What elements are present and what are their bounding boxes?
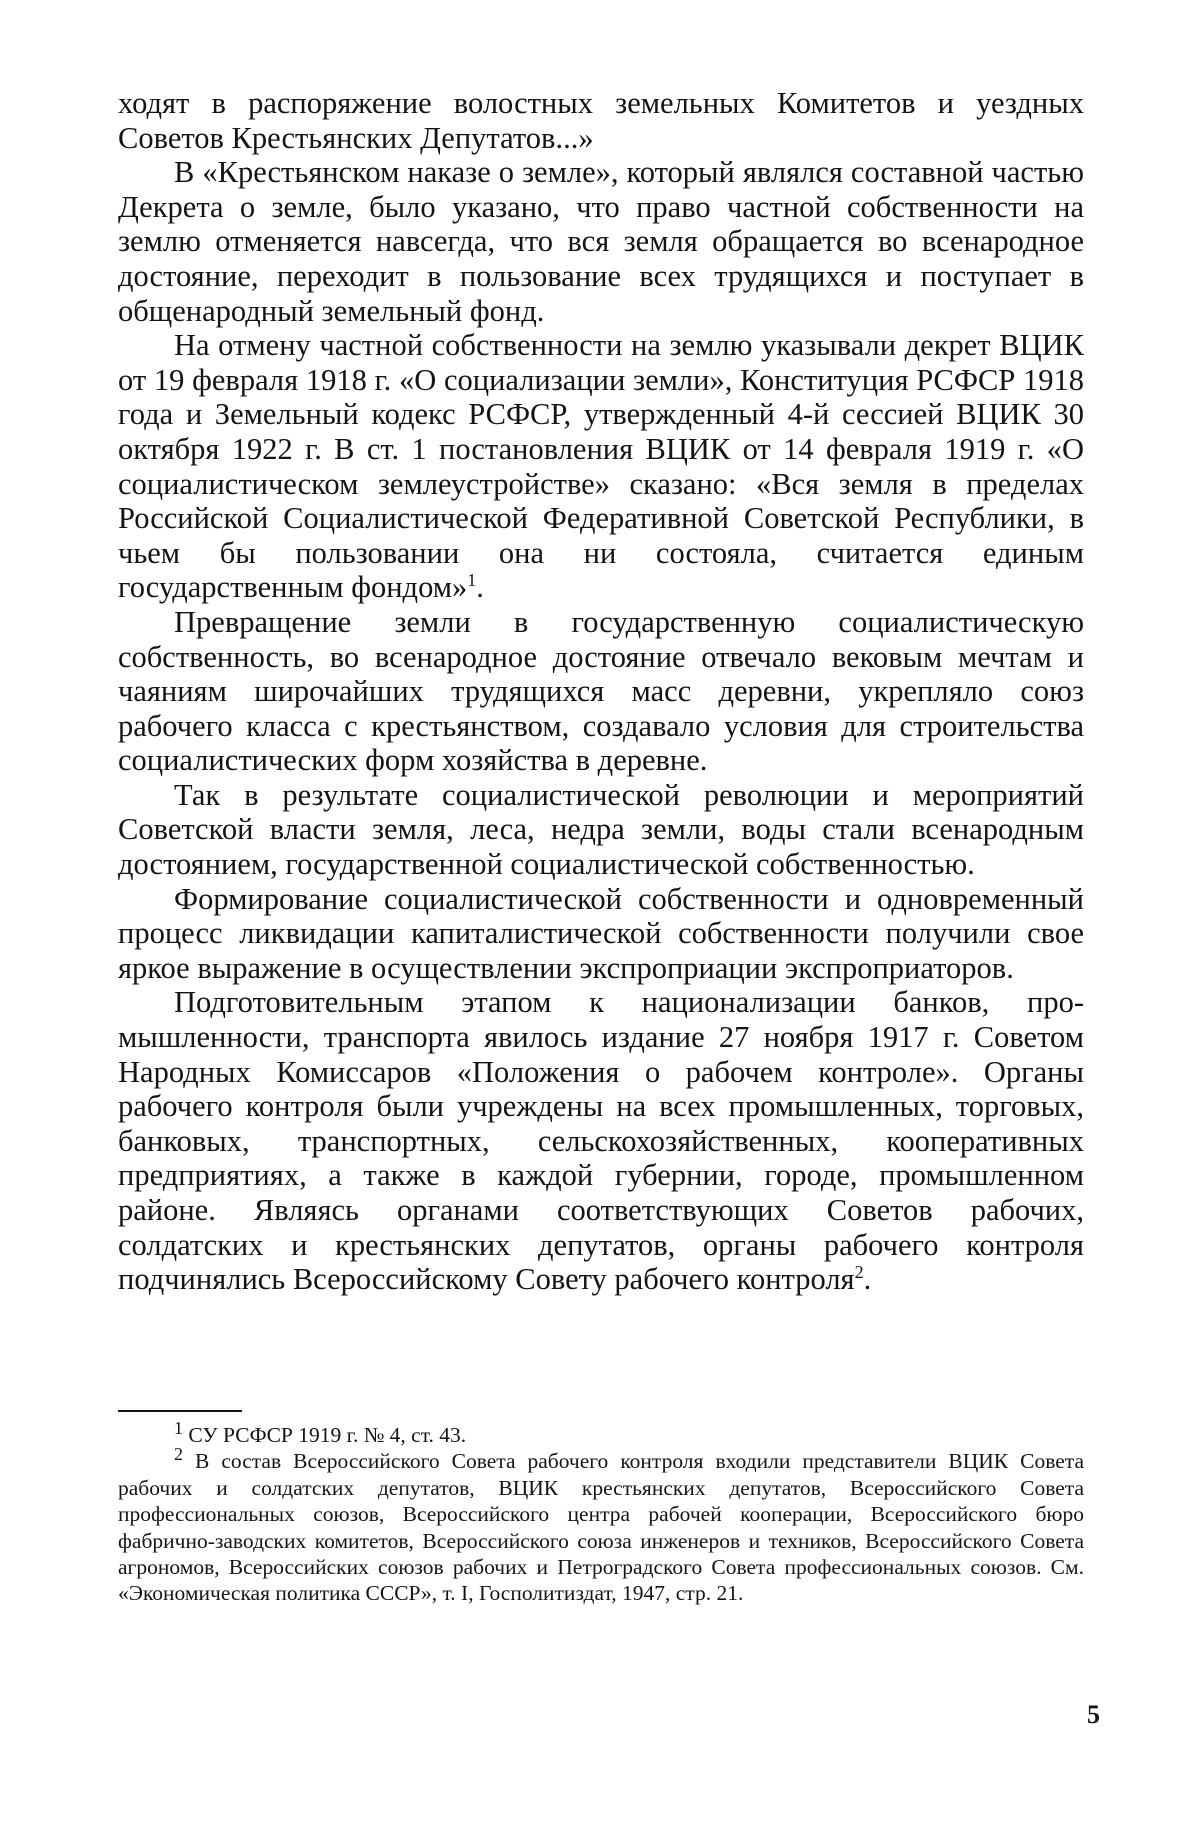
footnote-divider (118, 1410, 242, 1412)
page-body (118, 86, 1084, 1297)
paragraph-text: На отмену частной собственности на землю указывали декрет ВЦИК от 19 февраля 1918 г. «О социализации земли», Конституция РСФСР 1918 года и Земельный кодекс РСФСР, утвержденный 4-й сессией ВЦИК 30 октября 1922 г. В ст. 1 постановления ВЦИК от 14 февраля 1919 г. «О социалистическом землеустройстве» сказано: «Вся земля в пределах Российской Социалистической Федеративной Советской Республики, в чьем бы пользовании она ни состояла, считается единым государственным фондом» (118, 328, 1084, 605)
paragraph: В «Крестьянском наказе о земле», который являлся составной частью Декрета о земле, было указано, что право частной собственности на землю отменяется навсегда, что вся земля обращается во всенародное достояние, переходит в пользование всех трудящихся и поступает в общенародный земельный фонд. (118, 155, 1084, 328)
paragraph: Формирование социалистической собственности и одновременный процесс ликвидации капиталистической собственности получили свое яркое выражение в осуществлении экспроприации экспроприаторов. (118, 881, 1084, 985)
paragraph (118, 328, 1084, 605)
paragraph: Так в результате социалистической революции и мероприятий Советской власти земля, леса, недра земли, воды стали всенародным достоянием, государственной социалистической собственностью. (118, 777, 1084, 882)
footnote-text: В состав Всероссийского Совета рабочего контроля входили представители ВЦИК Совета рабочих и солдатских депутатов, ВЦИК крестьянских депутатов, Всероссийского Совета профессиональных союзов, Всероссийского центра рабочей кооперации, Всероссийского бюро фабрично-заводских комитетов, Всероссийского союза инженеров и техников, Всероссийского Совета агрономов, Всероссийских союзов рабочих и Петроградского Совета профессиональных союзов. См. «Экономическая политика СССР», т. I, Госполитиздат, 1947, стр. 21. (118, 1449, 1084, 1606)
footnote-marker: 2 (174, 1444, 183, 1465)
footnotes (118, 1417, 1084, 1607)
paragraph-text: Подготовительным этапом к национализации банков, промышленности, транспорта явилось издание 27 ноября 1917 г. Советом Народных Комиссаров «Положения о рабочем контроле». Органы рабочего контроля были учреждены на всех промышленных, торговых, банковых, транспортных, сельскохозяйственных, кооперативных предприятиях, а также в каждой губернии, городе, промышленном районе. Являясь органами соответствующих Советов рабочих, солдатских и крестьянских депутатов, органы рабочего контроля подчинялись Всероссийскому Совету рабочего контроля (118, 985, 1084, 1297)
page-number: 5 (1087, 1700, 1100, 1729)
main-text (118, 86, 1084, 1297)
footnote-ref: 2 (854, 1262, 864, 1283)
footnote-ref: 1 (467, 570, 477, 591)
paragraph: Превращение земли в государственную социалистическую собственность, во всенародное достояние отвечало вековым мечтам и чаяниям широчайших трудящихся масс деревни, укрепляло союз рабочего класса с крестьянством, создавало условия для строительства социалистических форм хозяйства в деревне. (118, 604, 1084, 778)
paragraph (118, 985, 1084, 1296)
footnote-text: СУ РСФСР 1919 г. № 4, ст. 43. (188, 1423, 467, 1447)
paragraph-end: . (476, 570, 484, 605)
footnote-marker: 1 (174, 1417, 183, 1438)
paragraph: ходят в распоряжение волостных земельных Комитетов и уездных Советов Крестьянских Депутатов...» (118, 86, 1084, 155)
footnote (118, 1444, 1084, 1606)
paragraph-end: . (863, 1262, 872, 1297)
footnote (118, 1417, 1084, 1448)
